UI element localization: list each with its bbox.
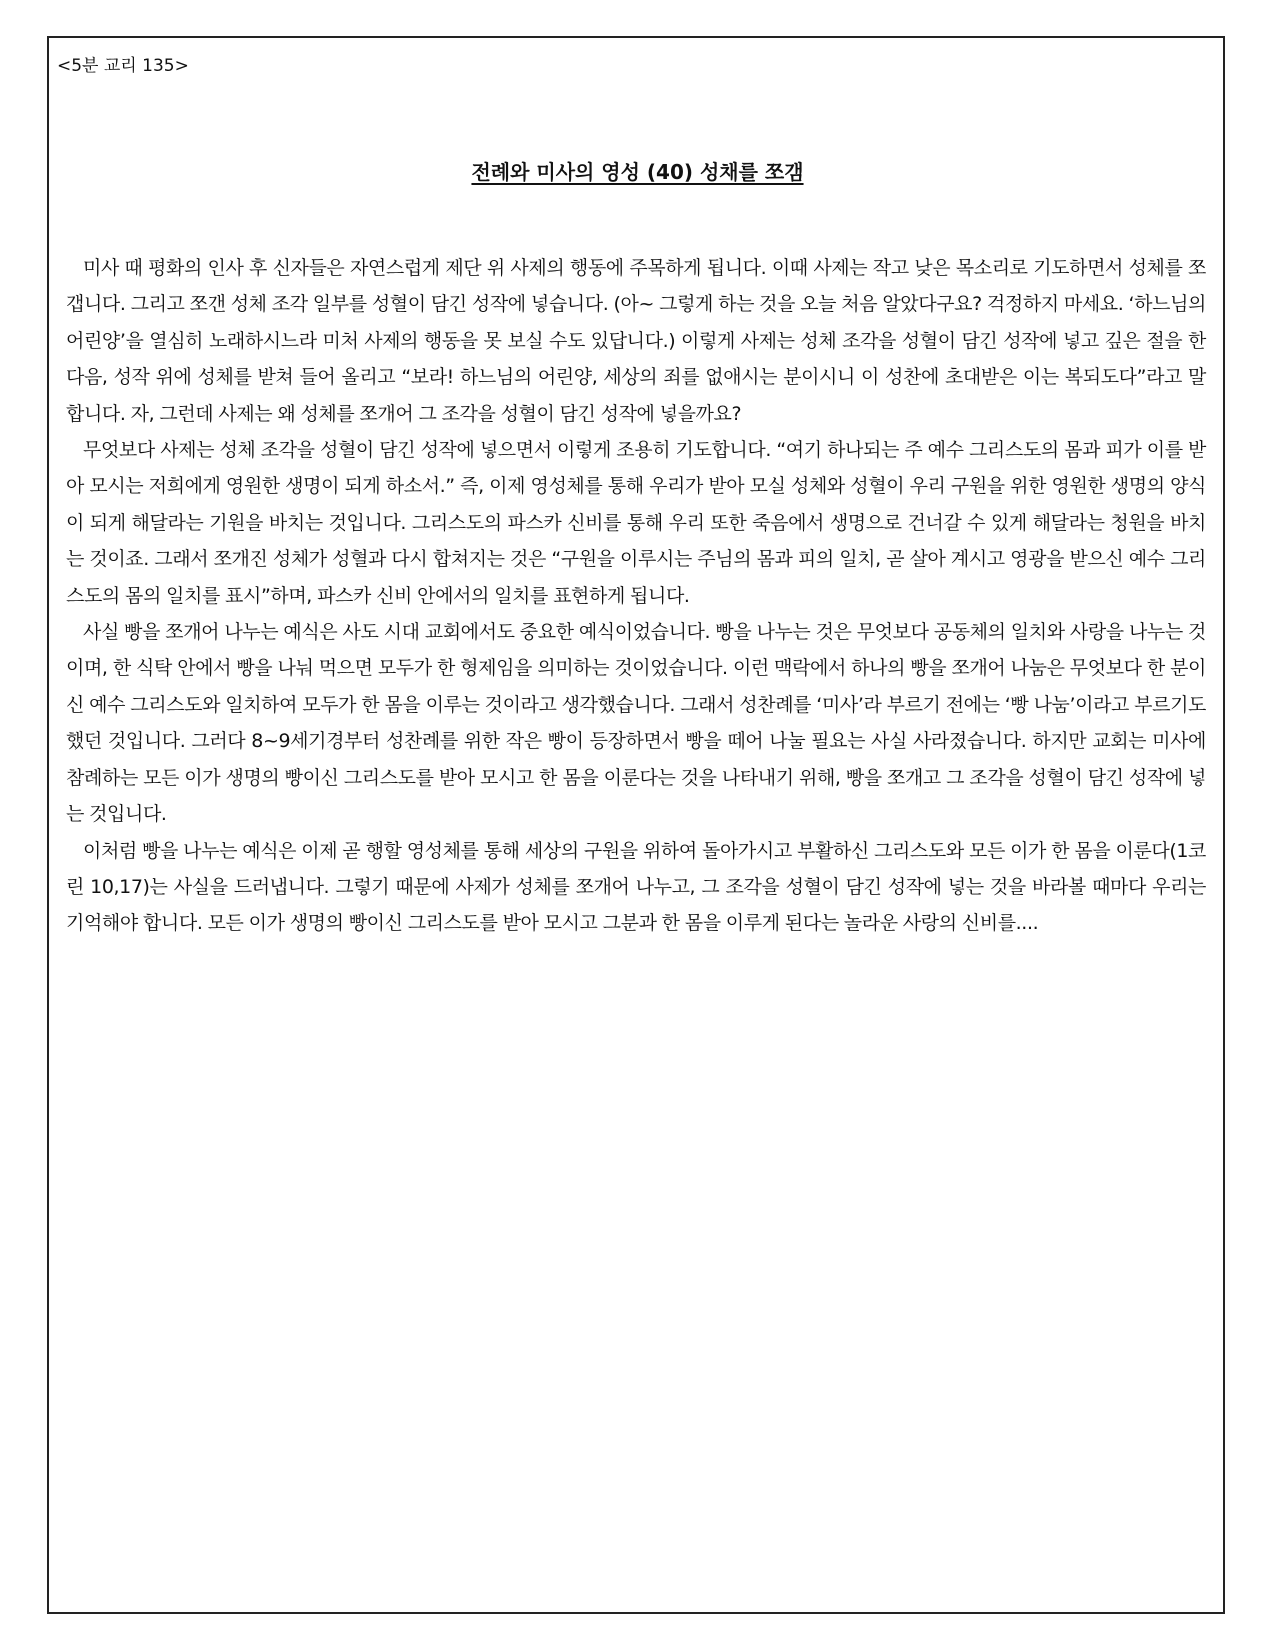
body-paragraph: 사실 빵을 쪼개어 나누는 예식은 사도 시대 교회에서도 중요한 예식이었습니다. 빵을 나누는 것은 무엇보다 공동체의 일치와 사랑을 나누는 것이며, 한 식탁 안에서 빵을 나눠 먹으면 모두가 한 형제임을 의미하는 것이었습니다. 이런 맥락에서 하나의 빵을 쪼개어 나눔은 무엇보다 한 분이신 예수 그리스도와 일치하여 모두가 한 몸을 이루는 것이라고 생각했습니다. 그래서 성찬례를 ‘미사’라 부르기 전에는 ‘빵 나눔’이라고 부르기도 했던 것입니다. 그러다 8~9세기경부터 성찬례를 위한 작은 빵이 등장하면서 빵을 떼어 나눌 필요는 사실 사라졌습니다. 하지만 교회는 미사에 참례하는 모든 이가 생명의 빵이신 그리스도를 받아 모시고 한 몸을 이룬다는 것을 나타내기 위해, 빵을 쪼개고 그 조각을 성혈이 담긴 성작에 넣는 것입니다. [66,621,1206,826]
document-title-text: 전례와 미사의 영성 (40) 성채를 쪼갬 [471,160,804,184]
body-paragraph: 무엇보다 사제는 성체 조각을 성혈이 담긴 성작에 넣으면서 이렇게 조용히 기도합니다. “여기 하나되는 주 예수 그리스도의 몸과 피가 이를 받아 모시는 저희에게 영원한 생명이 되게 하소서.” 즉, 이제 영성체를 통해 우리가 받아 모실 성체와 성혈이 우리 구원을 위한 영원한 생명의 양식이 되게 해달라는 기원을 바치는 것입니다. 그리스도의 파스카 신비를 통해 우리 또한 죽음에서 생명으로 건너갈 수 있게 해달라는 청원을 바치는 것이죠. 그래서 쪼개진 성체가 성혈과 다시 합쳐지는 것은 “구원을 이루시는 주님의 몸과 피의 일치, 곧 살아 계시고 영광을 받으신 예수 그리스도의 몸의 일치를 표시”하며, 파스카 신비 안에서의 일치를 표현하게 됩니다. [66,439,1206,607]
series-label: <5분 교리 135> [57,56,189,76]
body-paragraph: 이처럼 빵을 나누는 예식은 이제 곧 행할 영성체를 통해 세상의 구원을 위하여 돌아가시고 부활하신 그리스도와 모든 이가 한 몸을 이룬다(1코린 10,17)는 사실을 드러냅니다. 그렇기 때문에 사제가 성체를 쪼개어 나누고, 그 조각을 성혈이 담긴 성작에 넣는 것을 바라볼 때마다 우리는 기억해야 합니다. 모든 이가 생명의 빵이신 그리스도를 받아 모시고 그분과 한 몸을 이루게 된다는 놀라운 사랑의 신비를.... [66,839,1206,935]
document-body [66,250,1206,942]
document-title [0,158,1275,186]
body-paragraph: 미사 때 평화의 인사 후 신자들은 자연스럽게 제단 위 사제의 행동에 주목하게 됩니다. 이때 사제는 작고 낮은 목소리로 기도하면서 성체를 쪼갭니다. 그리고 쪼갠 성체 조각 일부를 성혈이 담긴 성작에 넣습니다. (아~ 그렇게 하는 것을 오늘 처음 알았다구요? 걱정하지 마세요. ‘하느님의 어린양’을 열심히 노래하시느라 미처 사제의 행동을 못 보실 수도 있답니다.) 이렇게 사제는 성체 조각을 성혈이 담긴 성작에 넣고 깊은 절을 한 다음, 성작 위에 성체를 받쳐 들어 올리고 “보라! 하느님의 어린양, 세상의 죄를 없애시는 분이시니 이 성찬에 초대받은 이는 복되도다”라고 말합니다. 자, 그런데 사제는 왜 성체를 쪼개어 그 조각을 성혈이 담긴 성작에 넣을까요? [66,257,1206,425]
